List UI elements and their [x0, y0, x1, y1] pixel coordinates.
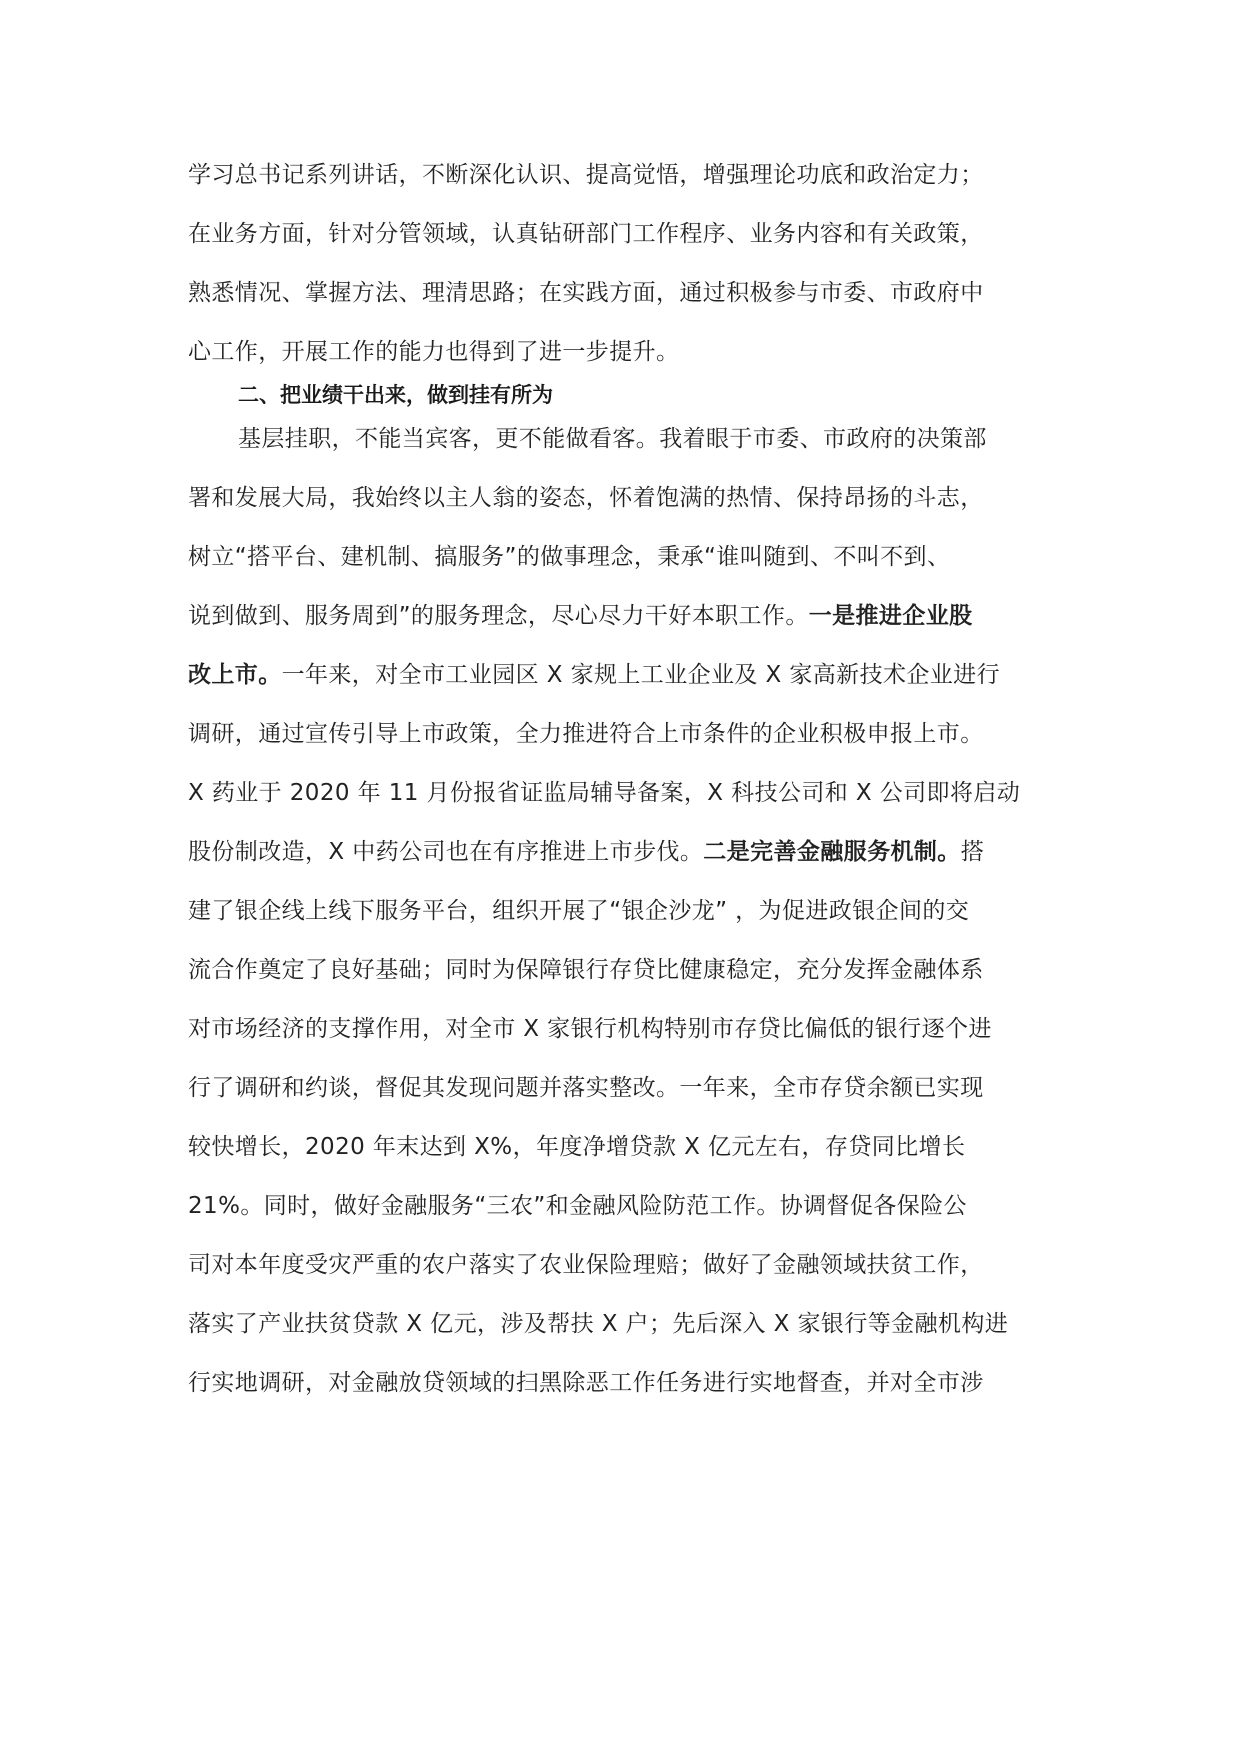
bold-text-span: 改上市。 — [188, 662, 282, 688]
paragraph-line: 学习总书记系列讲话，不断深化认识、提高觉悟，增强理论功底和政治定力； — [188, 162, 984, 188]
text-span: 搭 — [960, 839, 985, 865]
paragraph-line: 建了银企线上线下服务平台，组织开展了“银企沙龙” ，为促进政银企间的交 — [188, 898, 970, 924]
text-span: 说到做到、服务周到”的服务理念，尽心尽力干好本职工作。 — [188, 603, 809, 629]
paragraph-line: 行了调研和约谈，督促其发现问题并落实整改。一年来，全市存贷余额已实现 — [188, 1075, 984, 1101]
paragraph-line: 心工作，开展工作的能力也得到了进一步提升。 — [188, 339, 680, 365]
paragraph-line: 流合作奠定了良好基础；同时为保障银行存贷比健康稳定，充分发挥金融体系 — [188, 957, 984, 983]
paragraph-line: 司对本年度受灾严重的农户落实了农业保险理赔；做好了金融领域扶贫工作， — [188, 1252, 984, 1278]
paragraph-line — [188, 660, 1000, 690]
paragraph-line: 树立“搭平台、建机制、搞服务”的做事理念，秉承“谁叫随到、不叫不到、 — [188, 544, 951, 570]
bold-text-span: 一是推进企业股 — [808, 603, 973, 629]
text-span: 股份制改造，X 中药公司也在有序推进上市步伐。 — [188, 839, 704, 865]
bold-text-span: 二是完善金融服务机制。 — [703, 839, 961, 865]
paragraph-line: X 药业于 2020 年 11 月份报省证监局辅导备案，X 科技公司和 X 公司即将启动 — [188, 780, 1021, 806]
paragraph-line: 较快增长，2020 年末达到 X%，年度净增贷款 X 亿元左右，存贷同比增长 — [188, 1134, 966, 1160]
paragraph-line: 对市场经济的支撑作用，对全市 X 家银行机构特别市存贷比偏低的银行逐个进 — [188, 1016, 992, 1042]
paragraph-line: 落实了产业扶贫贷款 X 亿元，涉及帮扶 X 户；先后深入 X 家银行等金融机构进 — [188, 1311, 1009, 1337]
paragraph-line: 21%。同时，做好金融服务“三农”和金融风险防范工作。协调督促各保险公 — [188, 1193, 967, 1219]
paragraph-line: 调研，通过宣传引导上市政策，全力推进符合上市条件的企业积极申报上市。 — [188, 721, 984, 747]
text-span: 一年来，对全市工业园区 X 家规上工业企业及 X 家高新技术企业进行 — [281, 662, 1000, 688]
paragraph-line — [188, 837, 984, 867]
section-heading: 二、把业绩干出来，做到挂有所为 — [238, 383, 553, 407]
paragraph-line: 署和发展大局，我始终以主人翁的姿态，怀着饱满的热情、保持昂扬的斗志， — [188, 485, 984, 511]
paragraph-line: 在业务方面，针对分管领域，认真钻研部门工作程序、业务内容和有关政策， — [188, 221, 984, 247]
paragraph-line: 行实地调研，对金融放贷领域的扫黑除恶工作任务进行实地督查，并对全市涉 — [188, 1370, 984, 1396]
paragraph-line: 熟悉情况、掌握方法、理清思路；在实践方面，通过积极参与市委、市政府中 — [188, 280, 984, 306]
paragraph-line: 基层挂职，不能当宾客，更不能做看客。我着眼于市委、市政府的决策部 — [238, 426, 987, 452]
paragraph-line — [188, 601, 973, 631]
